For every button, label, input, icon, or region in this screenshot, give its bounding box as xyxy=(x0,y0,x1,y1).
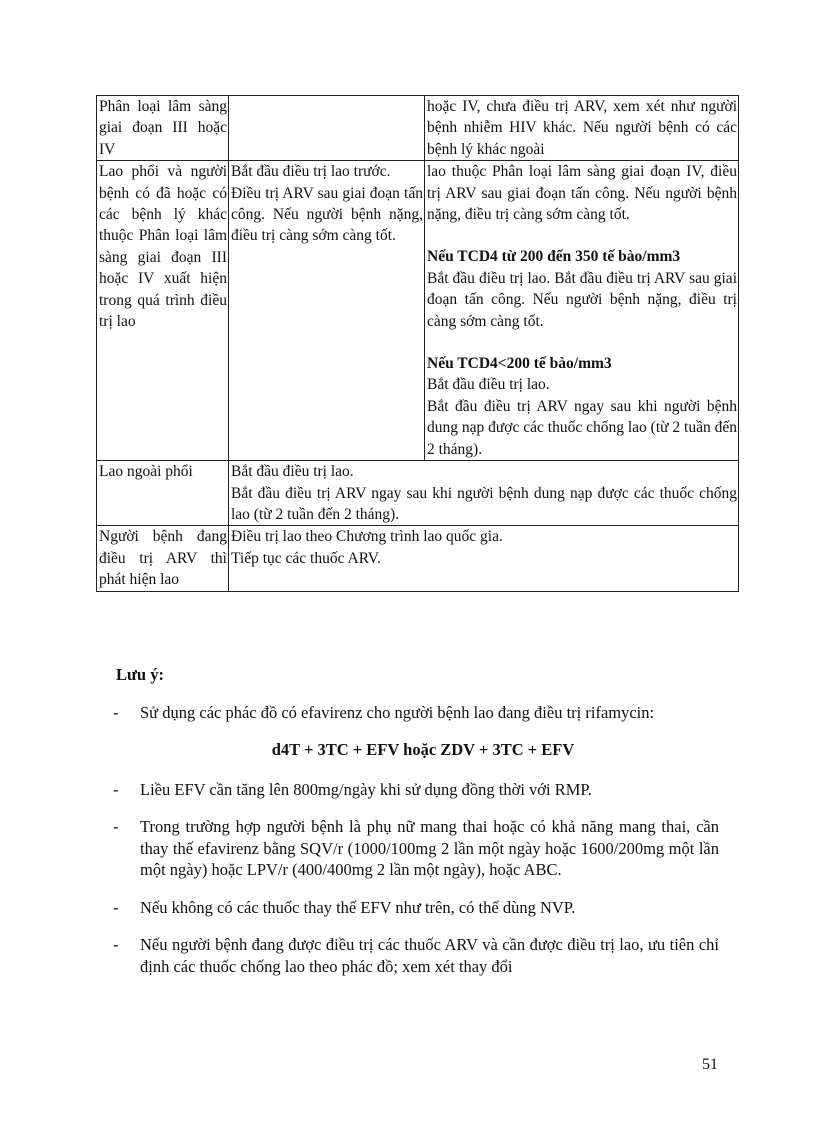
dash-bullet: - xyxy=(113,817,119,836)
cell-text: Điều trị ARV sau giai đoạn tấn công. Nếu người bệnh nặng, điều trị càng sớm càng tốt. xyxy=(231,184,423,245)
list-item xyxy=(113,702,719,724)
cell-text: Bắt đầu điều trị lao. xyxy=(427,376,550,394)
cell-text: Bắt đầu điều trị lao trước. xyxy=(231,163,391,181)
list-item-text: Nếu không có các thuốc thay thế EFV như trên, có thể dùng NVP. xyxy=(140,897,576,917)
dash-bullet: - xyxy=(113,702,119,722)
cell-text: Phân loại lâm sàng giai đoạn III hoặc IV xyxy=(99,98,227,158)
cell-text: Lao phổi và người bệnh có đã hoặc có các bệnh lý khác thuộc Phân loại lâm sàng giai đoạn III hoặc IV xuất hiện trong quá trình điều trị lao xyxy=(99,163,227,331)
cell-text: Điều trị lao theo Chương trình lao quốc gia. xyxy=(231,528,503,546)
cell-text: Bắt đầu điều trị ARV ngay sau khi người bệnh dung nạp được các thuốc chống lao (từ 2 tuần đến 2 tháng). xyxy=(427,397,737,458)
table-row xyxy=(97,161,739,461)
table-cell xyxy=(229,96,425,161)
table-cell xyxy=(229,461,739,526)
dash-bullet: - xyxy=(113,779,119,799)
table-cell xyxy=(97,96,229,161)
dash-bullet: - xyxy=(113,935,119,954)
cell-text: Lao ngoài phổi xyxy=(99,463,193,481)
cell-text: hoặc IV, chưa điều trị ARV, xem xét như người bệnh nhiễm HIV khác. Nếu người bệnh có các bệnh lý khác ngoài xyxy=(427,98,737,158)
list-item xyxy=(113,934,719,977)
cell-text: lao thuộc Phân loại lâm sàng giai đoạn IV, điều trị ARV sau giai đoạn tấn công. Nếu người bệnh nặng, điều trị càng sớm càng tốt. xyxy=(427,163,737,224)
list-item-text: Liều EFV cần tăng lên 800mg/ngày khi sử dụng đồng thời với RMP. xyxy=(140,779,592,799)
table-cell xyxy=(97,161,229,461)
cell-heading: Nếu TCD4<200 tế bào/mm3 xyxy=(427,355,612,373)
list-item xyxy=(113,779,719,801)
list-item xyxy=(113,897,719,919)
cell-text: Bắt đầu điều trị ARV ngay sau khi người bệnh dung nạp được các thuốc chống lao (từ 2 tuần đến 2 tháng). xyxy=(231,484,737,523)
table-cell xyxy=(425,161,739,461)
list-item-text: Sử dụng các phác đồ có efavirenz cho người bệnh lao đang điều trị rifamycin: xyxy=(140,702,655,722)
list-item xyxy=(113,816,719,881)
cell-text: Người bệnh đang điều trị ARV thì phát hiện lao xyxy=(99,528,227,589)
notes-section xyxy=(113,664,719,993)
table-cell xyxy=(425,96,739,161)
notes-title: Lưu ý: xyxy=(116,665,164,684)
table-row xyxy=(97,96,739,161)
cell-text: Bắt đầu điều trị lao. Bắt đầu điều trị ARV sau giai đoạn tấn công. Nếu người bệnh nặng, điều trị càng sớm càng tốt. xyxy=(427,269,737,330)
table-row xyxy=(97,526,739,591)
cell-heading: Nếu TCD4 từ 200 đến 350 tế bào/mm3 xyxy=(427,248,681,266)
table-cell xyxy=(229,526,739,591)
page-number: 51 xyxy=(702,1056,718,1073)
list-item-text: Trong trường hợp người bệnh là phụ nữ mang thai hoặc có khả năng mang thai, cần thay thế efavirenz bằng SQV/r (1000/100mg 2 lần một ngày hoặc 1600/200mg một lần một ngày) hoặc LPV/r (400/400mg 2 lần một ngày), hoặc ABC. xyxy=(140,817,719,879)
table-cell xyxy=(229,161,425,461)
cell-text: Tiếp tục các thuốc ARV. xyxy=(231,549,381,567)
dash-bullet: - xyxy=(113,897,119,917)
treatment-table xyxy=(96,95,739,592)
regimen-formula: d4T + 3TC + EFV hoặc ZDV + 3TC + EFV xyxy=(271,740,575,759)
table-cell xyxy=(97,461,229,526)
list-item-text: Nếu người bệnh đang được điều trị các thuốc ARV và cần được điều trị lao, ưu tiên chỉ định các thuốc chống lao theo phác đồ; xem xét thay đổi xyxy=(140,935,719,976)
cell-text: Bắt đầu điều trị lao. xyxy=(231,463,354,481)
table-row xyxy=(97,461,739,526)
table-cell xyxy=(97,526,229,591)
